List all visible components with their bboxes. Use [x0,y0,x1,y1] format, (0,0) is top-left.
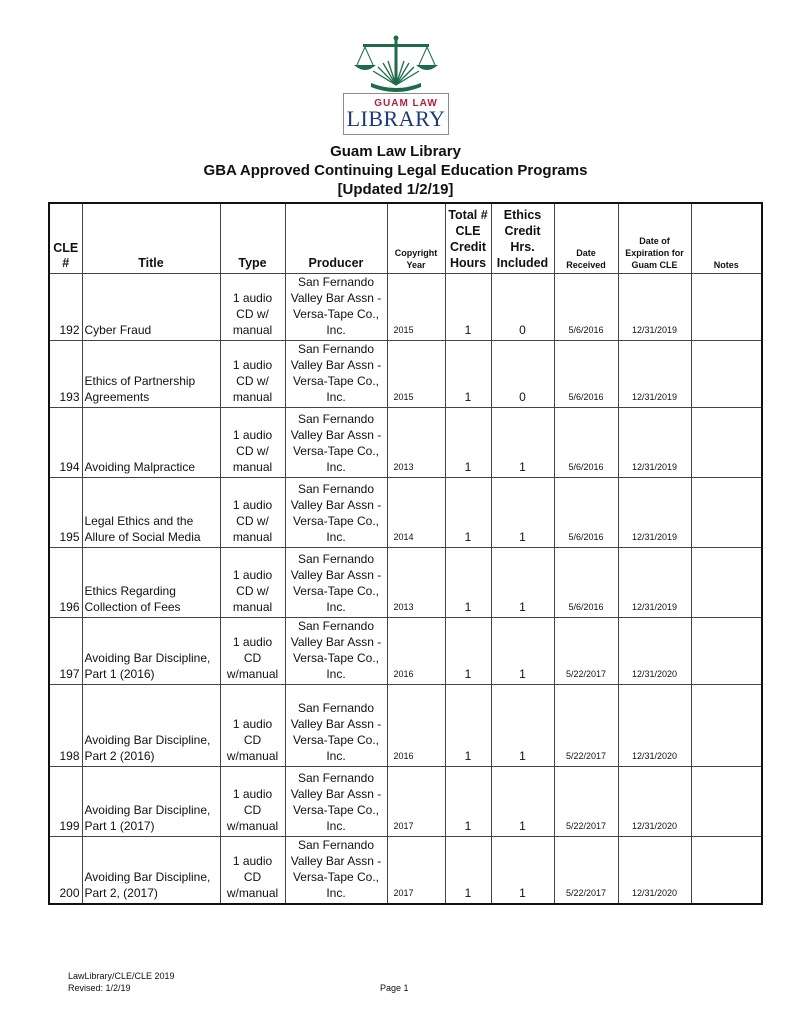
cell-type: 1 audio CD w/ manual [220,477,285,547]
cell-ethics-hours: 0 [491,340,554,407]
cell-type: 1 audio CD w/ manual [220,547,285,617]
cell-ethics-hours: 1 [491,766,554,836]
cell-notes [691,836,762,904]
cell-notes [691,547,762,617]
cell-expiration: 12/31/2019 [618,340,691,407]
table-row [49,617,762,684]
cell-ethics-hours: 1 [491,477,554,547]
document-title [0,142,791,199]
cell-notes [691,407,762,477]
cell-producer: San Fernando Valley Bar Assn - Versa-Tape Co., Inc. [285,617,387,684]
cell-type: 1 audio CD w/manual [220,684,285,766]
cell-ethics-hours: 1 [491,836,554,904]
logo-top-text: GUAM LAW [374,98,438,109]
cell-total-hours: 1 [445,617,491,684]
title-line-2: GBA Approved Continuing Legal Education Programs [203,162,588,179]
title-line-1: Guam Law Library [330,143,461,160]
table-row [49,477,762,547]
cell-date-received: 5/22/2017 [554,836,618,904]
cell-notes [691,684,762,766]
cell-cle-no: 195 [49,477,82,547]
cell-notes [691,477,762,547]
cell-expiration: 12/31/2020 [618,766,691,836]
table-row [49,340,762,407]
cell-date-received: 5/6/2016 [554,340,618,407]
cell-notes [691,766,762,836]
cell-type: 1 audio CD w/ manual [220,407,285,477]
cell-total-hours: 1 [445,836,491,904]
cell-copyright-year: 2014 [387,477,445,547]
logo-main-text: LIBRARY [346,106,446,131]
cell-copyright-year: 2015 [387,340,445,407]
cell-title: Ethics Regarding Collection of Fees [82,547,220,617]
table-row [49,273,762,340]
cell-title: Avoiding Bar Discipline, Part 2, (2017) [82,836,220,904]
table-row [49,836,762,904]
cell-type: 1 audio CD w/ manual [220,340,285,407]
cell-title: Avoiding Malpractice [82,407,220,477]
col-header-notes: Notes [691,203,762,273]
cell-notes [691,340,762,407]
cell-producer: San Fernando Valley Bar Assn - Versa-Tape Co., Inc. [285,766,387,836]
col-header-cle-no: CLE # [49,203,82,273]
col-header-expiration: Date of Expiration for Guam CLE [618,203,691,273]
cell-ethics-hours: 1 [491,407,554,477]
cell-expiration: 12/31/2020 [618,836,691,904]
guam-law-library-logo [341,35,451,135]
cell-producer: San Fernando Valley Bar Assn - Versa-Tape Co., Inc. [285,547,387,617]
cell-title: Avoiding Bar Discipline, Part 1 (2016) [82,617,220,684]
cell-type: 1 audio CD w/manual [220,836,285,904]
col-header-date-received: Date Received [554,203,618,273]
cell-total-hours: 1 [445,407,491,477]
table-row [49,407,762,477]
cell-expiration: 12/31/2019 [618,477,691,547]
cell-ethics-hours: 1 [491,617,554,684]
cell-type: 1 audio CD w/manual [220,766,285,836]
cell-cle-no: 199 [49,766,82,836]
col-header-type: Type [220,203,285,273]
cell-cle-no: 196 [49,547,82,617]
cell-expiration: 12/31/2019 [618,407,691,477]
table-row [49,684,762,766]
title-line-3: [Updated 1/2/19] [337,181,454,198]
cell-title: Cyber Fraud [82,273,220,340]
col-header-producer: Producer [285,203,387,273]
cell-type: 1 audio CD w/manual [220,617,285,684]
cell-copyright-year: 2017 [387,836,445,904]
cell-copyright-year: 2016 [387,617,445,684]
cell-producer: San Fernando Valley Bar Assn - Versa-Tape Co., Inc. [285,273,387,340]
cell-cle-no: 198 [49,684,82,766]
cell-expiration: 12/31/2020 [618,684,691,766]
cell-expiration: 12/31/2020 [618,617,691,684]
cell-type: 1 audio CD w/ manual [220,273,285,340]
cell-copyright-year: 2013 [387,547,445,617]
col-header-ethics-hours: Ethics Credit Hrs. Included [491,203,554,273]
cell-producer: San Fernando Valley Bar Assn - Versa-Tape Co., Inc. [285,477,387,547]
cell-notes [691,617,762,684]
cell-total-hours: 1 [445,340,491,407]
footer-page-number: Page 1 [380,983,409,993]
cell-expiration: 12/31/2019 [618,273,691,340]
cell-copyright-year: 2017 [387,766,445,836]
cell-expiration: 12/31/2019 [618,547,691,617]
cell-total-hours: 1 [445,273,491,340]
cell-copyright-year: 2015 [387,273,445,340]
cell-ethics-hours: 0 [491,273,554,340]
scales-of-justice-icon [341,35,451,97]
footer-left [68,970,175,994]
col-header-copyright-year: Copyright Year [387,203,445,273]
cell-copyright-year: 2013 [387,407,445,477]
col-header-total-hours: Total # CLE Credit Hours [445,203,491,273]
cell-copyright-year: 2016 [387,684,445,766]
cell-producer: San Fernando Valley Bar Assn - Versa-Tape Co., Inc. [285,407,387,477]
cell-date-received: 5/6/2016 [554,273,618,340]
cell-total-hours: 1 [445,547,491,617]
cell-date-received: 5/22/2017 [554,766,618,836]
cell-cle-no: 197 [49,617,82,684]
cell-notes [691,273,762,340]
cell-ethics-hours: 1 [491,547,554,617]
cell-total-hours: 1 [445,766,491,836]
cell-cle-no: 193 [49,340,82,407]
cell-cle-no: 192 [49,273,82,340]
col-header-title: Title [82,203,220,273]
cell-date-received: 5/6/2016 [554,407,618,477]
cell-total-hours: 1 [445,684,491,766]
cell-total-hours: 1 [445,477,491,547]
cell-producer: San Fernando Valley Bar Assn - Versa-Tape Co., Inc. [285,340,387,407]
cle-programs-table [48,202,763,905]
table-row [49,547,762,617]
cell-ethics-hours: 1 [491,684,554,766]
footer-revised: Revised: 1/2/19 [68,983,131,993]
cell-title: Ethics of Partnership Agreements [82,340,220,407]
cell-title: Avoiding Bar Discipline, Part 1 (2017) [82,766,220,836]
cell-cle-no: 194 [49,407,82,477]
cell-title: Avoiding Bar Discipline, Part 2 (2016) [82,684,220,766]
cell-cle-no: 200 [49,836,82,904]
cell-title: Legal Ethics and the Allure of Social Media [82,477,220,547]
cell-date-received: 5/6/2016 [554,547,618,617]
cell-date-received: 5/22/2017 [554,617,618,684]
cell-date-received: 5/22/2017 [554,684,618,766]
cell-date-received: 5/6/2016 [554,477,618,547]
table-row [49,766,762,836]
cell-producer: San Fernando Valley Bar Assn - Versa-Tape Co., Inc. [285,684,387,766]
cell-producer: San Fernando Valley Bar Assn - Versa-Tape Co., Inc. [285,836,387,904]
logo-text-box [343,93,449,135]
table-header-row [49,203,762,273]
footer-path: LawLibrary/CLE/CLE 2019 [68,971,175,981]
